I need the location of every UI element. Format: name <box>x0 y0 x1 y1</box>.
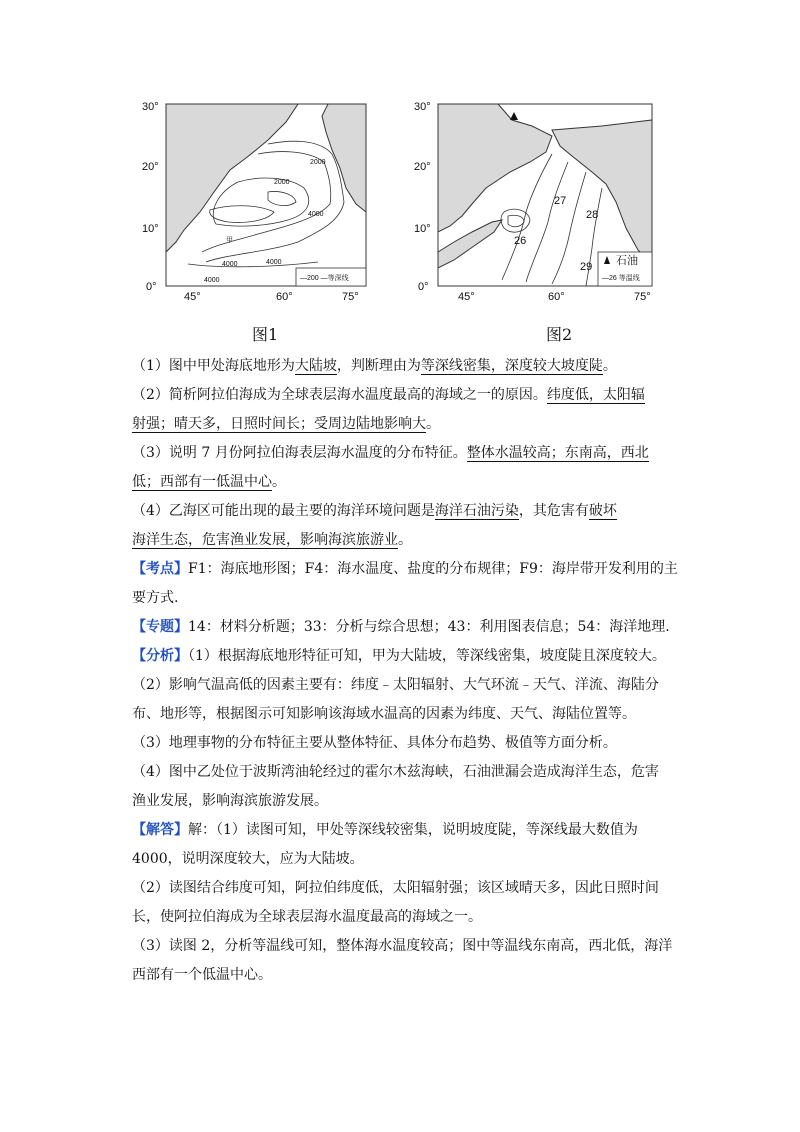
y-tick: 30° <box>414 101 431 113</box>
jieda-tag: 【解答】 <box>132 822 188 838</box>
bathymetry-map-svg <box>118 92 380 302</box>
q4-answer-harm-cont: 海洋生态，危害渔业发展，影响海滨旅游业 <box>132 532 398 548</box>
jieda-p2a: （2）读图结合纬度可知，阿拉伯纬度低，太阳辐射强；该区域晴天多，因此日照时间 <box>132 880 659 896</box>
legend-oil-label: 石油 <box>616 255 638 267</box>
y-tick: 30° <box>142 101 159 113</box>
q4-text: （4）乙海区可能出现的最主要的海洋环境问题是 <box>132 503 435 519</box>
figure-1-caption: 图1 <box>252 325 279 344</box>
fenxi-p3: （3）地理事物的分布特征主要从整体特征、具体分布趋势、极值等方面分析。 <box>132 735 617 751</box>
fenxi-tag: 【分析】 <box>132 648 188 664</box>
contour-label: 4000 <box>222 261 238 268</box>
kaodian-cont <box>132 584 684 613</box>
zhuanti-tag: 【专题】 <box>132 619 188 635</box>
fenxi-section <box>132 642 684 671</box>
x-tick: 75° <box>634 291 651 302</box>
contour-label: 4000 <box>266 259 282 266</box>
question-3 <box>132 439 684 468</box>
fenxi-p1: （1）根据海底地形特征可知，甲为大陆坡，等深线密集，坡度陡且深度较大。 <box>188 648 666 664</box>
q3-end: 。 <box>272 474 286 490</box>
jieda-p3a: （3）读图 2，分析等温线可知，整体海水温度较高；图中等温线东南高，西北低，海洋 <box>132 938 673 954</box>
figure-2-caption: 图2 <box>546 325 573 344</box>
q3-answer-cont: 低；西部有一低温中心 <box>132 474 272 490</box>
y-tick: 0° <box>146 281 157 293</box>
legend-isotherm-label: —26 等温线 <box>602 275 640 282</box>
q2-answer: 纬度低，太阳辐 <box>546 387 645 403</box>
y-tick: 10° <box>414 223 431 235</box>
kaodian-text-cont: 要方式. <box>132 590 179 606</box>
fenxi-p4a: （4）图中乙处位于波斯湾油轮经过的霍尔木兹海峡，石油泄漏会造成海洋生态，危害 <box>132 764 659 780</box>
jieda-p2b: 长，使阿拉伯海成为全球表层海水温度最高的海域之一。 <box>132 909 482 925</box>
isotherm-label: 29 <box>580 261 593 273</box>
fenxi-p4b: 渔业发展，影响海滨旅游发展。 <box>132 793 328 809</box>
kaodian-section <box>132 555 684 584</box>
contour-label: 4000 <box>308 211 324 218</box>
y-tick: 10° <box>142 223 159 235</box>
question-2-cont <box>132 410 684 439</box>
y-tick: 20° <box>414 161 431 173</box>
q4-end: 。 <box>398 532 412 548</box>
contour-label: 2000 <box>274 179 290 186</box>
figure-2-isotherm-map <box>402 92 664 302</box>
jieda-p3b: 西部有一个低温中心。 <box>132 967 272 983</box>
q1-answer-landform: 大陆坡 <box>294 358 337 374</box>
y-tick: 0° <box>418 281 429 293</box>
q3-text: （3）说明 7 月份阿拉伯海表层海水温度的分布特征。 <box>132 445 467 461</box>
q1-text: （1）图中甲处海底地形为 <box>132 358 295 374</box>
fenxi-p2a: （2）影响气温高低的因素主要有：纬度﹣太阳辐射、大气环流﹣天气、洋流、海陆分 <box>132 677 659 693</box>
q4-answer-problem: 海洋石油污染 <box>434 503 519 519</box>
jieda-p1a: 解：（1）读图可知，甲处等深线较密集，说明坡度陡，等深线最大数值为 <box>188 822 638 838</box>
q3-answer: 整体水温较高；东南高，西北 <box>466 445 649 461</box>
question-and-answer-body <box>132 352 684 990</box>
kaodian-tag: 【考点】 <box>132 561 188 577</box>
contour-label: 2000 <box>310 159 326 166</box>
q4-text-mid: ，其危害有 <box>518 503 589 519</box>
legend-contour: —200 —等深线 <box>300 275 349 282</box>
x-tick: 45° <box>184 291 201 302</box>
question-4-cont <box>132 526 684 555</box>
figure-1-bathymetry-map <box>118 92 380 302</box>
q4-answer-harm: 破坏 <box>588 503 617 519</box>
zhuanti-section <box>132 613 684 642</box>
fenxi-p2b: 布、地形等，根据图示可知影响该海域水温高的因素为纬度、天气、海陆位置等。 <box>132 706 636 722</box>
isotherm-map-svg <box>402 92 664 302</box>
q2-answer-cont: 射强；晴天多，日照时间长；受周边陆地影响大 <box>132 416 426 432</box>
question-4 <box>132 497 684 526</box>
q1-end: 。 <box>602 358 617 374</box>
q1-text-mid: ，判断理由为 <box>336 358 421 374</box>
x-tick: 60° <box>548 291 565 302</box>
zhuanti-text: 14：材料分析题；33：分析与综合思想；43：利用图表信息；54：海洋地理. <box>188 619 670 635</box>
jieda-section <box>132 816 684 845</box>
isotherm-label: 27 <box>554 195 567 207</box>
q1-answer-reason: 等深线密集，深度较大坡度陡 <box>420 358 603 374</box>
x-tick: 45° <box>458 291 475 302</box>
q2-text: （2）简析阿拉伯海成为全球表层海水温度最高的海域之一的原因。 <box>132 387 547 403</box>
contour-label: 4000 <box>204 277 220 284</box>
x-tick: 60° <box>276 291 293 302</box>
y-tick: 20° <box>142 161 159 173</box>
isotherm-label: 28 <box>586 209 599 221</box>
jia-marker: 甲 <box>226 237 233 244</box>
q2-end: 。 <box>426 416 440 432</box>
isotherm-label: 26 <box>514 235 527 247</box>
x-tick: 75° <box>342 291 359 302</box>
jieda-p1b: 4000，说明深度较大，应为大陆坡。 <box>132 851 364 867</box>
kaodian-text: F1：海底地形图；F4：海水温度、盐度的分布规律；F9：海岸带开发利用的主 <box>188 561 678 577</box>
question-1 <box>132 352 684 381</box>
question-3-cont <box>132 468 684 497</box>
question-2 <box>132 381 684 410</box>
